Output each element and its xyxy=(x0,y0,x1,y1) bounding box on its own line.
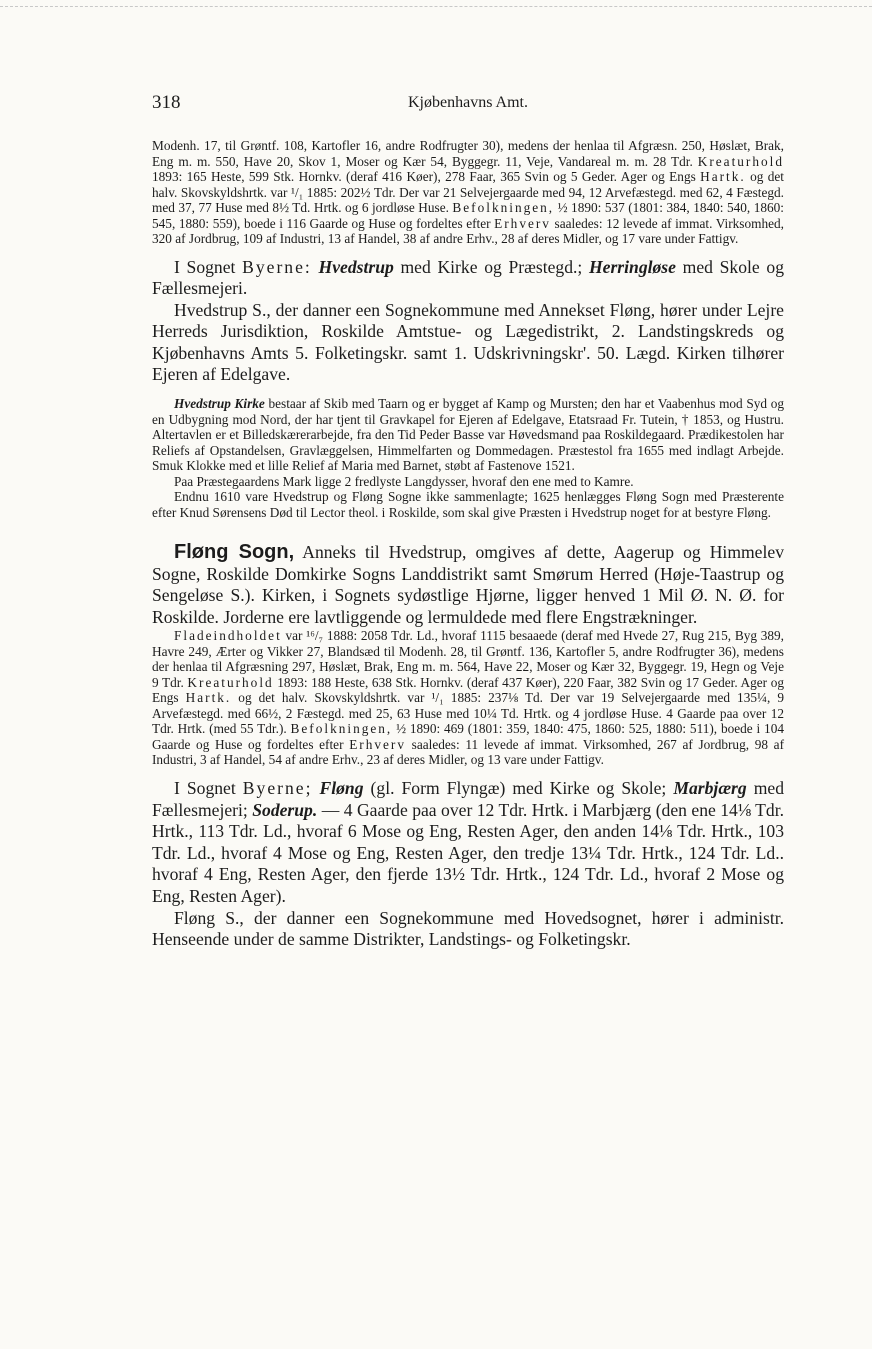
keyword-fladeindholdet: Fladeindholdet xyxy=(174,628,282,644)
paragraph-langdysser: Paa Præstegaardens Mark ligge 2 fredlyste Langdysser, hvoraf den ene med to Kamre. xyxy=(174,473,634,489)
text: med Kirke og Præstegd.; xyxy=(393,256,589,277)
paragraph-church-description xyxy=(152,396,784,474)
keyword-erhverv: Erhverv xyxy=(349,736,407,752)
page-number: 318 xyxy=(152,92,181,113)
text: ½ 1890: 469 (1801: 359, 1840: 475, 1860: 525, 1880: 511), boede i 104 Gaarde og Huse og fordeltes efter xyxy=(152,721,784,752)
keyword-kreaturhold: Kreaturhold xyxy=(187,674,274,690)
text: 1893: 188 Heste, 638 Stk. Hornkv. (deraf 437 Køer), 220 Faar, 382 Svin og 17 Geder. Ager og Engs xyxy=(152,674,785,706)
keyword-byerne: Byerne: xyxy=(242,256,312,277)
place-hvedstrup: Hvedstrup xyxy=(318,256,394,277)
text: og det halv. Skovskyldshrtk. var ¹/₁ 1885: 237⅛ Td. Der var 19 Selvejergaarde med 135¼, 9 Arvefæstegd. med 66½, 2 Fæstegd. med 25, 63 Huse med 10¼ Td. Hrtk. og 4 jordløse Huse. 4 Gaarde paa over 12 Tdr. Hrtk. (med 55 Tdr.). xyxy=(152,690,784,737)
keyword-befolkningen: Befolkningen, xyxy=(452,200,555,215)
text: ½ 1890: 537 (1801: 384, 1840: 540, 1860: 545, 1880: 559), boede i 116 Gaarde og Huse og fordeltes efter xyxy=(152,200,784,231)
text: saaledes: 11 levede af immat. Virksomhed, 267 af Jordbrug, 98 af Industri, 3 af Handel, 54 af andre Erhv., 23 af deres Midler, og 13 vare under Fattigv. xyxy=(152,736,784,768)
text: saaledes: 12 levede af immat. Virksomhed, 320 af Jordbrug, 109 af Industri, 13 af Handel, 38 af andre Erhv., 28 af deres Midler, og 17 vare under Fattigv. xyxy=(152,215,784,246)
running-title: Kjøbenhavns Amt. xyxy=(408,94,528,111)
text: med Fællesmejeri; xyxy=(152,777,784,820)
paragraph-flong-sogn xyxy=(152,542,784,628)
paragraph-villages-hvedstrup xyxy=(152,257,784,300)
text: var ¹⁶/₇ 1888: 2058 Tdr. Ld., hvoraf 1115 besaaede (deraf med Hvede 27, Rug 215, Byg 389, Havre 249, Ærter og Vikker 27, Blandsæd til Modenh. 28, til Grøntf. 136, Kartofler 5, andre Rodfrugter 36), medens der henlaa til Afgræsning 297, Høslæt, Brak, Eng m. m. 564, Have 22, Moser og Kær 32, Byggegr. 19, Hegn og Veje 9 Tdr. xyxy=(152,628,784,690)
place-herringlose: Herringløse xyxy=(588,256,676,277)
top-scan-edge xyxy=(0,0,872,7)
paragraph-statistics-hvedstrup xyxy=(152,138,784,247)
text: — 4 Gaarde paa over 12 Tdr. Hrtk. i Marbjærg (den ene 14⅛ Tdr. Hrtk., 113 Tdr. Ld., hvoraf 6 Mose og Eng, Resten Ager, den anden 14⅛ Tdr. Hrtk., 103 Tdr. Ld., hvoraf 4 Mose og Eng, Resten Ager, den tredje 13¼ Tdr. Hrtk., 124 Tdr. Ld.. hvoraf 4 Eng, Resten Ager, den fjerde 13½ Tdr. Hrtk., 124 Tdr. Ld., hvoraf 2 Mose og Eng, Resten Ager). xyxy=(152,799,784,906)
text: Anneks til Hvedstrup, omgives af dette, Aagerup og Himmelev Sogne, Roskilde Domkirke Sogns Landdistrikt samt Smørum Herred (Høje-Taastrup og Sengeløse S.). Kirken, i Sognets sydøstlige Hjørne, ligger henved 1 Mil Ø. N. Ø. for Roskilde. Jorderne ere lavtliggende og lermuldede med flere Engstrækninger. xyxy=(152,542,784,627)
keyword-erhverv: Erhverv xyxy=(494,215,551,231)
place-marbjaerg: Marbjærg xyxy=(673,777,747,798)
page-header xyxy=(152,92,784,116)
text xyxy=(312,778,319,798)
church-name: Hvedstrup Kirke xyxy=(174,396,265,412)
place-soderup: Soderup. xyxy=(252,799,318,820)
text xyxy=(312,257,319,277)
keyword-befolkningen: Befolkningen, xyxy=(290,721,393,737)
keyword-kreaturhold: Kreaturhold xyxy=(697,153,784,169)
keyword-hartk: Hartk. xyxy=(700,169,746,184)
paragraph-history: Endnu 1610 vare Hvedstrup og Fløng Sogne ikke sammenlagte; 1625 henlægges Fløng Sogn med Præsterente efter Knud Sørensens Død til Lector theol. i Roskilde, som skal give Præsten i Hvedstrup noget for at bestyre Fløng. xyxy=(152,489,784,520)
text: (gl. Form Flyngæ) med Kirke og Skole; xyxy=(363,777,674,798)
paragraph-jurisdiction-hvedstrup: Hvedstrup S., der danner een Sognekommune med Annekset Fløng, hører under Lejre Herreds Jurisdiktion, Roskilde Amtstue- og Lægedistrikt, 2. Landstingskreds og Kjøbenhavns Amts 5. Folketingskr. samt 1. Udskrivningskr'. 50. Lægd. Kirken tilhører Ejeren af Edelgave. xyxy=(152,299,784,385)
paragraph-villages-flong xyxy=(152,778,784,908)
text: I Sognet xyxy=(174,256,243,277)
section-heading-flong-sogn: Fløng Sogn, xyxy=(174,541,295,564)
text: 1893: 165 Heste, 599 Stk. Hornkv. (deraf 416 Køer), 278 Faar, 365 Svin og 5 Geder. Ager og Engs xyxy=(152,169,701,184)
keyword-hartk: Hartk. xyxy=(185,690,232,706)
page-body xyxy=(152,138,784,951)
text: bestaar af Skib med Taarn og er bygget af Kamp og Mursten; den har et Vaabenhus mod Syd og en Udbygning mod Nord, der har tjent til Gravkapel for Ejeren af Edelgave, Etatsraad Fr. Tutein, † 1853, og Hustru. Altertavlen er et Billedskærerarbejde, fra den Tid Peder Basse var Høvedsmand paa Roskildegaard. Prædikestolen har Reliefs af Opstandelsen, Gravlæggelsen, Himmelfarten og Dommedagen. Præstestol fra 1655 med indlagt Arbejde. Smuk Klokke med et lille Relief af Maria med Barnet, støbt af Fastenove 1521. xyxy=(152,396,785,474)
text: med Skole og Fællesmejeri. xyxy=(152,256,784,299)
place-flong: Fløng xyxy=(319,777,364,798)
keyword-byerne: Byerne; xyxy=(242,777,313,798)
paragraph-statistics-flong xyxy=(152,628,784,768)
text: I Sognet xyxy=(174,777,243,798)
text: Modenh. 17, til Grøntf. 108, Kartofler 16, andre Rodfrugter 30), medens der henlaa til Afgræsn. 250, Høslæt, Brak, Eng m. m. 550, Have 20, Skov 1, Moser og Kær 54, Byggegr. 11, Veje, Vandareal m. m. 28 Tdr. xyxy=(152,138,784,169)
text: og det halv. Skovskyldshrtk. var ¹/₁ 1885: 202½ Tdr. Der var 21 Selvejergaarde med 94, 12 Arvefæstegd. med 62, 4 Fæstegd. med 37, 77 Huse med 8½ Td. Hrtk. og 6 jordløse Huse. xyxy=(152,169,784,215)
paragraph-administration-flong: Fløng S., der danner een Sognekommune med Hovedsognet, hører i administr. Henseende under de samme Distrikter, Landstings- og Folketingskr. xyxy=(152,907,784,950)
